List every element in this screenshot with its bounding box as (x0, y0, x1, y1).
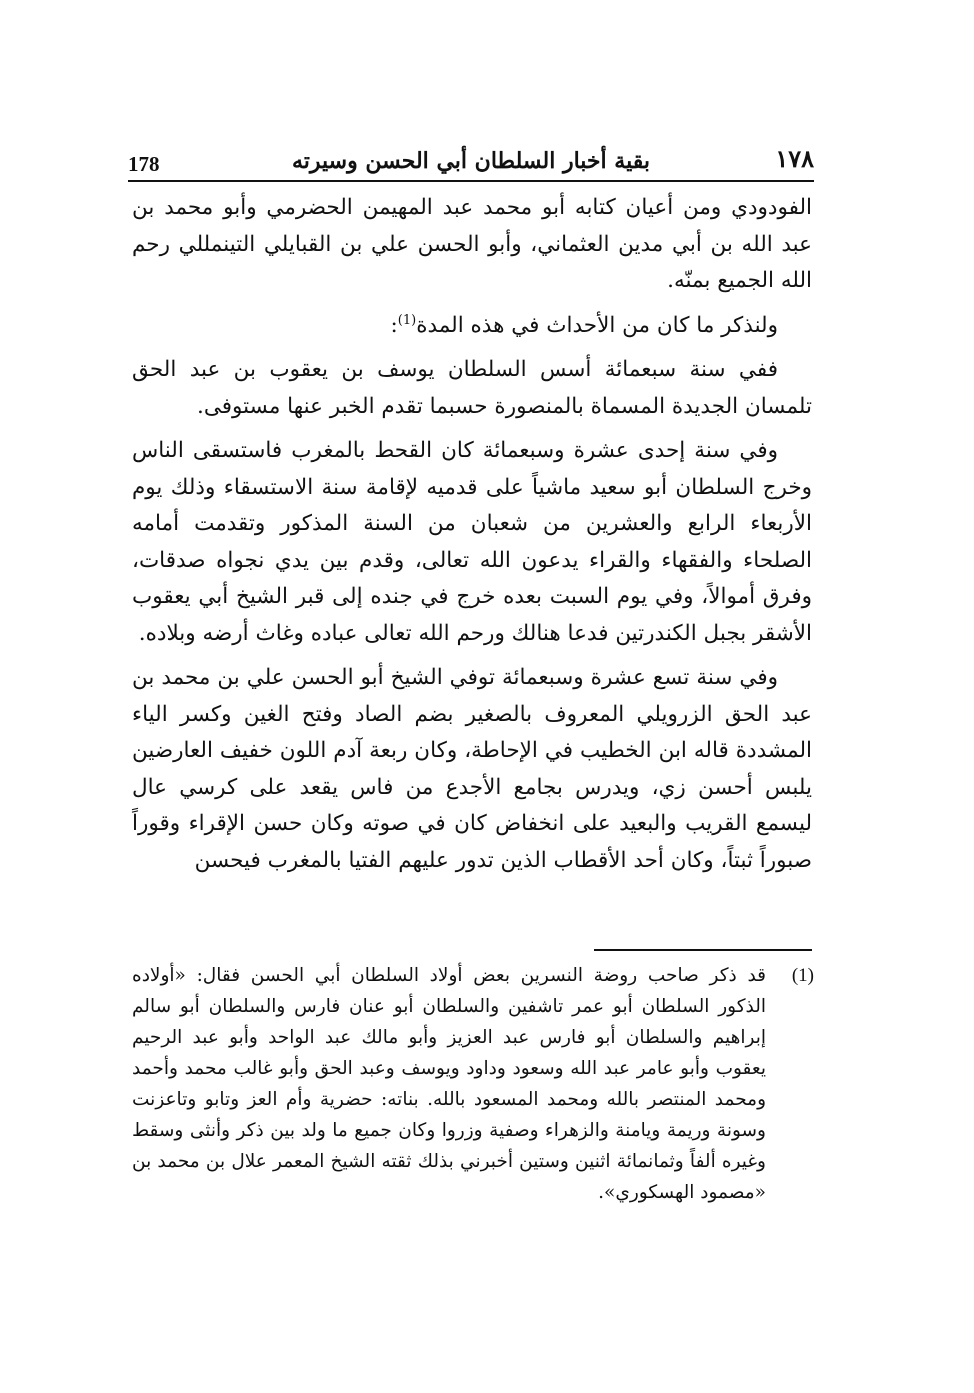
page-number-latin: 178 (128, 152, 160, 176)
paragraph: ففي سنة سبعمائة أسس السلطان يوسف بن يعقوب بن عبد الحق تلمسان الجديدة المسماة بالمنصورة حسبما تقدم الخبر عنها مستوفى. (132, 357, 812, 419)
main-text (132, 190, 812, 887)
footnote-divider (594, 949, 812, 951)
paragraph: الفودودي ومن أعيان كتابه أبو محمد عبد المهيمن الحضرمي وأبو محمد بن عبد الله بن أبي مدين العثماني، وأبو الحسن علي بن القبايلي التينمللي رحم الله الجميع بمنّه. (132, 195, 812, 293)
paragraph-text: ولنذكر ما كان من الأحداث في هذه المدة (416, 312, 778, 338)
footnote (132, 960, 814, 1208)
running-title: بقية أخبار السلطان أبي الحسن وسيرته (291, 148, 650, 174)
running-header (128, 140, 814, 182)
footnote-reference: (1) (397, 312, 417, 328)
paragraph: وفي سنة تسع عشرة وسبعمائة توفي الشيخ أبو الحسن علي بن محمد بن عبد الحق الزرويلي المعروف بالصغير بضم الصاد وفتح الغين وكسر الياء المشددة قاله ابن الخطيب في الإحاطة، وكان ربعة آدم اللون خفيف العارضين يلبس أحسن زي، ويدرس بجامع الأجدع من فاس يقعد على كرسي عال ليسمع القريب والبعيد على انخفاض كان في صوته وكان حسن الإقراء وقوراً صبوراً ثبتاً، وكان أحد الأقطاب الذين تدور عليهم الفتيا بالمغرب فيحسن (132, 665, 812, 873)
page-number-arabic: ١٧٨ (775, 144, 814, 173)
colon: : (390, 312, 398, 338)
footnote-text: قد ذكر صاحب روضة النسرين بعض أولاد السلطان أبي الحسن فقال: «أولاده الذكور السلطان أبو عمر تاشفين والسلطان أبو عنان فارس والسلطان أبو سالم إبراهيم والسلطان أبو فارس عبد العزيز وأبو مالك عبد الواحد وأبو عبد الرحيم يعقوب وأبو عامر عبد الله وسعود وداود ويوسف وعبد الحق وأبو غالب محمد وأحمد ومحمد المنتصر بالله ومحمد المسعود بالله. بناته: حضرية وأم العز وتابو وتاعزنت وسونة وريمة ويامنة والزهراء وصفية وزروا وكان جميع ما ولد بين ذكر وأنثى وسقط وغيره ألفاً وثمانمائة اثنين وستين أخبرني بذلك ثقته الشيخ المعمر علال بن محمد بن «مصمود الهسكوري». (132, 965, 766, 1203)
paragraph-with-footnote (132, 308, 812, 345)
footnote-marker: (1) (791, 965, 814, 986)
paragraph: وفي سنة إحدى عشرة وسبعمائة كان القحط بالمغرب فاستسقى الناس وخرج السلطان أبو سعيد ماشياً على قدميه لإقامة سنة الاستسقاء وذلك يوم الأربعاء الرابع والعشرين من شعبان من السنة المذكور وتقدمت أمامه الصلحاء والفقهاء والقراء يدعون الله تعالى، وقدم بين يدي نجواه صدقات، وفرق أموالاً، وفي يوم السبت بعده خرج في جنده إلى قبر الشيخ أبي يعقوب الأشقر بجبل الكندرتين فدعا هنالك ورحم الله تعالى عباده وغاث أرضه وبلاده. (132, 438, 812, 646)
